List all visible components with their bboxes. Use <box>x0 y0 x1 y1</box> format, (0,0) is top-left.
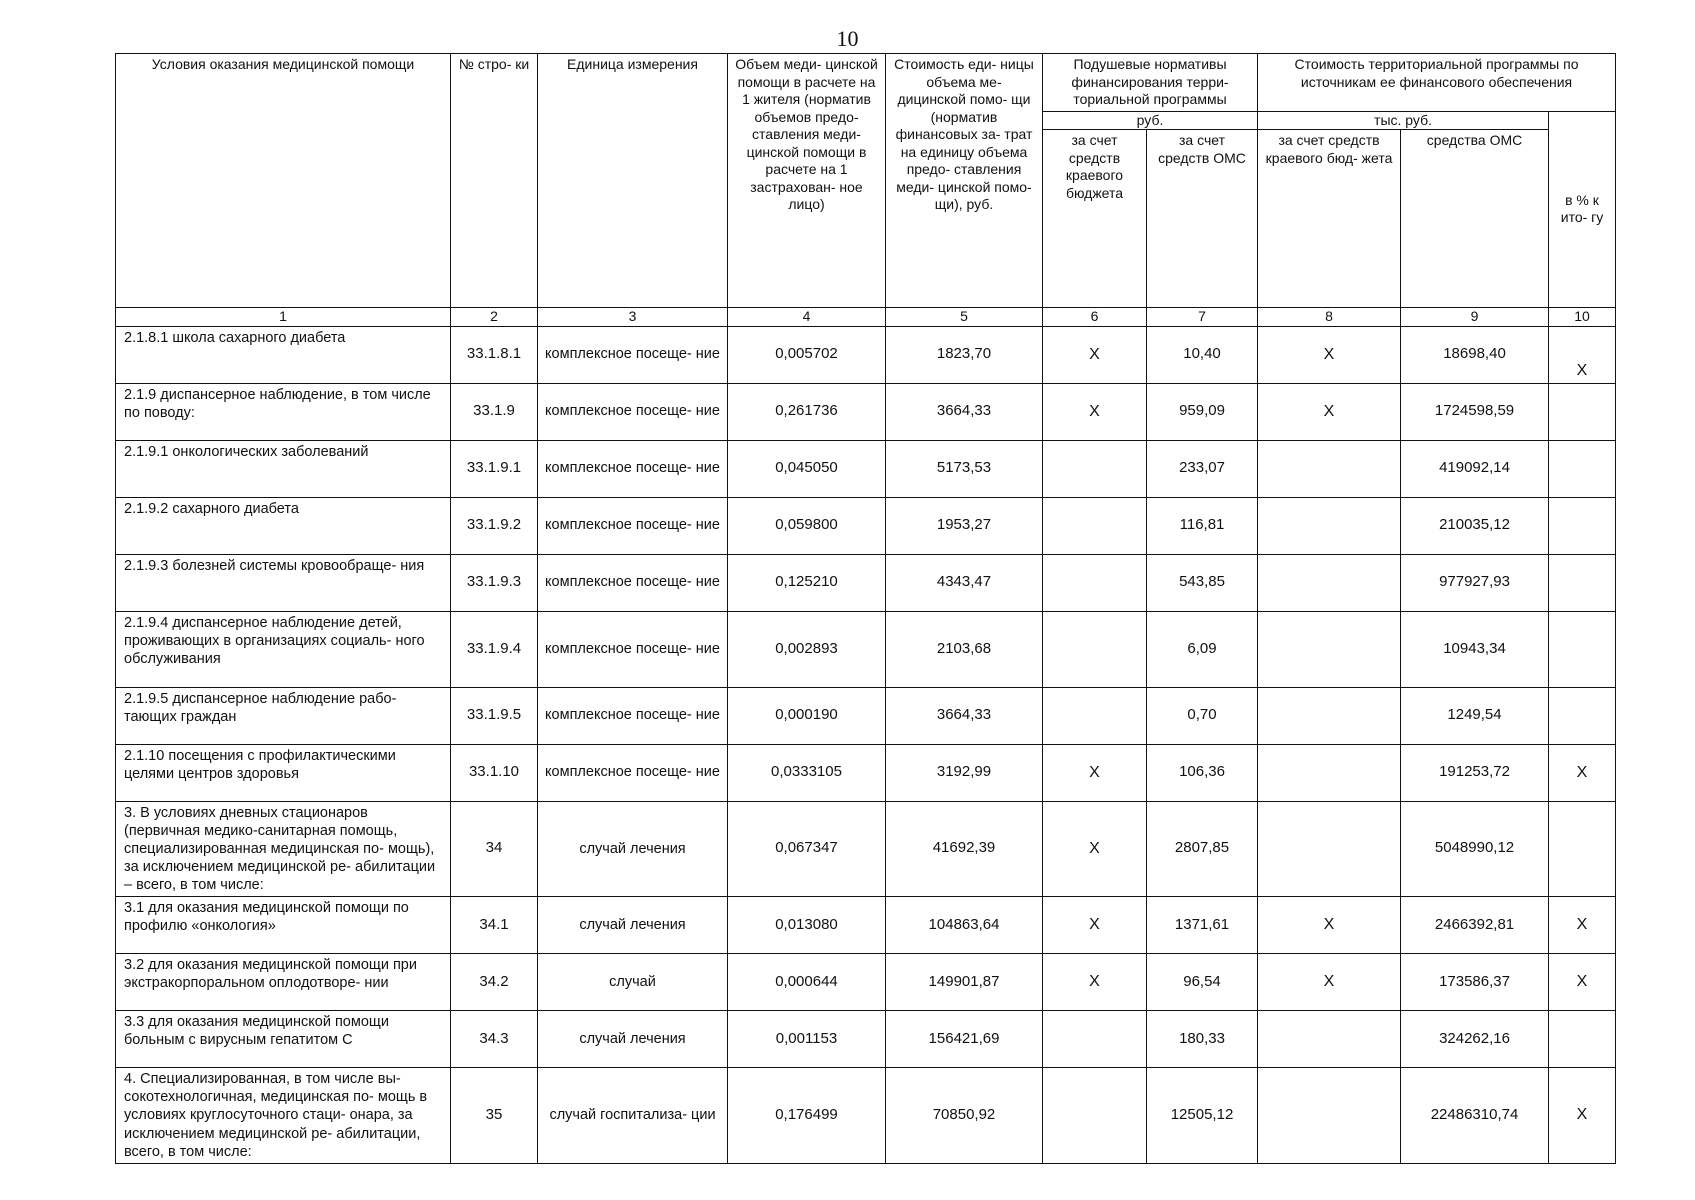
percent-cell <box>1549 497 1616 554</box>
table-row <box>116 954 1616 1011</box>
line-number-cell: 34.1 <box>451 897 538 954</box>
header-per-capita-group: Подушевые нормативы финансирования терри- ториальной программы <box>1043 54 1258 112</box>
oms-total-cell: 1249,54 <box>1401 687 1549 744</box>
regional-per-capita-cell: Х <box>1043 954 1147 1011</box>
column-number: 2 <box>451 308 538 327</box>
volume-cell: 0,005702 <box>728 326 886 383</box>
column-number: 5 <box>886 308 1043 327</box>
volume-cell: 0,045050 <box>728 440 886 497</box>
condition-cell: 2.1.8.1 школа сахарного диабета <box>116 326 451 383</box>
volume-cell: 0,000644 <box>728 954 886 1011</box>
condition-cell: 3.1 для оказания медицинской помощи по профилю «онкология» <box>116 897 451 954</box>
table-row <box>116 326 1616 383</box>
oms-per-capita-cell: 1371,61 <box>1147 897 1258 954</box>
percent-cell: Х <box>1549 1068 1616 1164</box>
column-number: 8 <box>1258 308 1401 327</box>
column-number: 10 <box>1549 308 1616 327</box>
table-header <box>116 54 1616 327</box>
condition-cell: 4. Специализированная, в том числе вы- сокотехнологичная, медицинская по- мощь в условиях круглосуточного стаци- онара, за исключением медицинской ре- абилитации, всего, в том числе: <box>116 1068 451 1164</box>
unit-cell: комплексное посеще- ние <box>538 611 728 687</box>
table-row <box>116 1011 1616 1068</box>
percent-cell: Х <box>1549 897 1616 954</box>
table-row <box>116 1068 1616 1164</box>
oms-total-cell: 419092,14 <box>1401 440 1549 497</box>
volume-cell: 0,125210 <box>728 554 886 611</box>
regional-per-capita-cell: Х <box>1043 897 1147 954</box>
regional-per-capita-cell: Х <box>1043 744 1147 801</box>
column-number: 1 <box>116 308 451 327</box>
medical-care-cost-table <box>115 53 1616 1164</box>
oms-total-cell: 22486310,74 <box>1401 1068 1549 1164</box>
oms-total-cell: 173586,37 <box>1401 954 1549 1011</box>
table-body <box>116 326 1616 1163</box>
volume-cell: 0,001153 <box>728 1011 886 1068</box>
page-number: 10 <box>836 26 859 51</box>
oms-total-cell: 977927,93 <box>1401 554 1549 611</box>
volume-cell: 0,013080 <box>728 897 886 954</box>
volume-cell: 0,176499 <box>728 1068 886 1164</box>
regional-total-cell <box>1258 440 1401 497</box>
regional-total-cell: Х <box>1258 383 1401 440</box>
oms-per-capita-cell: 116,81 <box>1147 497 1258 554</box>
regional-total-cell: Х <box>1258 326 1401 383</box>
condition-cell: 2.1.9.2 сахарного диабета <box>116 497 451 554</box>
regional-total-cell: Х <box>1258 897 1401 954</box>
unit-cost-cell: 70850,92 <box>886 1068 1043 1164</box>
column-number: 3 <box>538 308 728 327</box>
regional-total-cell <box>1258 611 1401 687</box>
unit-cell: комплексное посеще- ние <box>538 744 728 801</box>
line-number-cell: 33.1.9.2 <box>451 497 538 554</box>
percent-cell: Х <box>1549 954 1616 1011</box>
header-percent: в % к ито- гу <box>1549 111 1616 308</box>
regional-per-capita-cell <box>1043 687 1147 744</box>
percent-cell <box>1549 383 1616 440</box>
unit-cost-cell: 156421,69 <box>886 1011 1043 1068</box>
unit-cost-cell: 3192,99 <box>886 744 1043 801</box>
column-number: 9 <box>1401 308 1549 327</box>
percent-cell <box>1549 801 1616 897</box>
oms-per-capita-cell: 12505,12 <box>1147 1068 1258 1164</box>
regional-per-capita-cell: Х <box>1043 801 1147 897</box>
oms-total-cell: 324262,16 <box>1401 1011 1549 1068</box>
regional-total-cell <box>1258 744 1401 801</box>
regional-per-capita-cell <box>1043 497 1147 554</box>
line-number-cell: 33.1.8.1 <box>451 326 538 383</box>
header-unit-cost: Стоимость еди- ницы объема ме- дицинской помо- щи (норматив финансовых за- трат на единицу объема предо- ставления меди- цинской помо- щи), руб. <box>886 54 1043 308</box>
line-number-cell: 33.1.9.1 <box>451 440 538 497</box>
column-number: 4 <box>728 308 886 327</box>
regional-per-capita-cell: Х <box>1043 326 1147 383</box>
oms-per-capita-cell: 10,40 <box>1147 326 1258 383</box>
unit-cost-cell: 1953,27 <box>886 497 1043 554</box>
unit-cell: случай лечения <box>538 1011 728 1068</box>
table-row <box>116 687 1616 744</box>
regional-per-capita-cell <box>1043 554 1147 611</box>
unit-cell: комплексное посеще- ние <box>538 326 728 383</box>
oms-per-capita-cell: 233,07 <box>1147 440 1258 497</box>
table-row <box>116 801 1616 897</box>
column-numbers-row <box>116 308 1616 327</box>
percent-cell <box>1549 554 1616 611</box>
unit-cost-cell: 3664,33 <box>886 383 1043 440</box>
regional-per-capita-cell <box>1043 1068 1147 1164</box>
line-number-cell: 33.1.9.4 <box>451 611 538 687</box>
volume-cell: 0,002893 <box>728 611 886 687</box>
oms-total-cell: 10943,34 <box>1401 611 1549 687</box>
regional-total-cell <box>1258 1068 1401 1164</box>
table-row <box>116 383 1616 440</box>
oms-per-capita-cell: 0,70 <box>1147 687 1258 744</box>
oms-total-cell: 191253,72 <box>1401 744 1549 801</box>
unit-cell: случай госпитализа- ции <box>538 1068 728 1164</box>
volume-cell: 0,0333105 <box>728 744 886 801</box>
regional-total-cell <box>1258 497 1401 554</box>
line-number-cell: 33.1.9.3 <box>451 554 538 611</box>
header-regional-total: за счет средств краевого бюд- жета <box>1258 130 1401 308</box>
condition-cell: 2.1.9.1 онкологических заболеваний <box>116 440 451 497</box>
regional-per-capita-cell: Х <box>1043 383 1147 440</box>
oms-total-cell: 5048990,12 <box>1401 801 1549 897</box>
regional-per-capita-cell <box>1043 1011 1147 1068</box>
header-oms-per-capita: за счет средств ОМС <box>1147 130 1258 308</box>
unit-cell: комплексное посеще- ние <box>538 440 728 497</box>
unit-cell: комплексное посеще- ние <box>538 687 728 744</box>
percent-cell <box>1549 611 1616 687</box>
condition-cell: 3.3 для оказания медицинской помощи больным с вирусным гепатитом С <box>116 1011 451 1068</box>
oms-total-cell: 18698,40 <box>1401 326 1549 383</box>
line-number-cell: 33.1.10 <box>451 744 538 801</box>
column-number: 6 <box>1043 308 1147 327</box>
unit-cost-cell: 3664,33 <box>886 687 1043 744</box>
header-conditions: Условия оказания медицинской помощи <box>116 54 451 308</box>
header-program-cost-group: Стоимость территориальной программы по источникам ее финансового обеспечения <box>1258 54 1616 112</box>
condition-cell: 2.1.9.4 диспансерное наблюдение детей, проживающих в организациях социаль- ного обслуживания <box>116 611 451 687</box>
volume-cell: 0,059800 <box>728 497 886 554</box>
line-number-cell: 33.1.9.5 <box>451 687 538 744</box>
condition-cell: 3.2 для оказания медицинской помощи при экстракорпоральном оплодотворе- нии <box>116 954 451 1011</box>
unit-cell: случай <box>538 954 728 1011</box>
unit-cost-cell: 5173,53 <box>886 440 1043 497</box>
table-row <box>116 440 1616 497</box>
unit-cost-cell: 41692,39 <box>886 801 1043 897</box>
header-unit: Единица измерения <box>538 54 728 308</box>
regional-total-cell <box>1258 801 1401 897</box>
unit-cost-cell: 4343,47 <box>886 554 1043 611</box>
line-number-cell: 34 <box>451 801 538 897</box>
oms-per-capita-cell: 180,33 <box>1147 1011 1258 1068</box>
percent-cell: Х <box>1549 744 1616 801</box>
condition-cell: 2.1.9.3 болезней системы кровообраще- ния <box>116 554 451 611</box>
condition-cell: 2.1.9 диспансерное наблюдение, в том числе по поводу: <box>116 383 451 440</box>
line-number-cell: 34.2 <box>451 954 538 1011</box>
regional-total-cell: Х <box>1258 954 1401 1011</box>
percent-cell: Х <box>1549 326 1616 383</box>
header-line-number: № стро- ки <box>451 54 538 308</box>
volume-cell: 0,000190 <box>728 687 886 744</box>
table-row <box>116 497 1616 554</box>
regional-per-capita-cell <box>1043 440 1147 497</box>
regional-per-capita-cell <box>1043 611 1147 687</box>
unit-cost-cell: 1823,70 <box>886 326 1043 383</box>
oms-total-cell: 1724598,59 <box>1401 383 1549 440</box>
oms-per-capita-cell: 959,09 <box>1147 383 1258 440</box>
oms-per-capita-cell: 6,09 <box>1147 611 1258 687</box>
table-row <box>116 554 1616 611</box>
header-regional-per-capita: за счет средств краевого бюджета <box>1043 130 1147 308</box>
table-row <box>116 897 1616 954</box>
column-number: 7 <box>1147 308 1258 327</box>
header-unit-rub: руб. <box>1043 111 1258 130</box>
condition-cell: 2.1.10 посещения с профилактическими целями центров здоровья <box>116 744 451 801</box>
unit-cost-cell: 104863,64 <box>886 897 1043 954</box>
condition-cell: 3. В условиях дневных стационаров (первичная медико-санитарная помощь, специализированная медицинская по- мощь), за исключением медицинской ре- абилитации – всего, в том числе: <box>116 801 451 897</box>
line-number-cell: 33.1.9 <box>451 383 538 440</box>
header-volume: Объем меди- цинской помощи в расчете на 1 жителя (норматив объемов предо- ставления меди- цинской помощи в расчете на 1 застрахован- ное лицо) <box>728 54 886 308</box>
oms-total-cell: 210035,12 <box>1401 497 1549 554</box>
condition-cell: 2.1.9.5 диспансерное наблюдение рабо- тающих граждан <box>116 687 451 744</box>
oms-per-capita-cell: 96,54 <box>1147 954 1258 1011</box>
unit-cost-cell: 149901,87 <box>886 954 1043 1011</box>
regional-total-cell <box>1258 687 1401 744</box>
percent-cell <box>1549 1011 1616 1068</box>
volume-cell: 0,067347 <box>728 801 886 897</box>
oms-total-cell: 2466392,81 <box>1401 897 1549 954</box>
percent-cell <box>1549 687 1616 744</box>
header-unit-thousand-rub: тыс. руб. <box>1258 111 1549 130</box>
oms-per-capita-cell: 543,85 <box>1147 554 1258 611</box>
percent-cell <box>1549 440 1616 497</box>
unit-cell: случай лечения <box>538 801 728 897</box>
volume-cell: 0,261736 <box>728 383 886 440</box>
regional-total-cell <box>1258 1011 1401 1068</box>
table-row <box>116 611 1616 687</box>
oms-per-capita-cell: 2807,85 <box>1147 801 1258 897</box>
line-number-cell: 34.3 <box>451 1011 538 1068</box>
table-row <box>116 744 1616 801</box>
regional-total-cell <box>1258 554 1401 611</box>
unit-cell: комплексное посеще- ние <box>538 497 728 554</box>
unit-cell: случай лечения <box>538 897 728 954</box>
header-oms-total: средства ОМС <box>1401 130 1549 308</box>
unit-cost-cell: 2103,68 <box>886 611 1043 687</box>
line-number-cell: 35 <box>451 1068 538 1164</box>
unit-cell: комплексное посеще- ние <box>538 383 728 440</box>
unit-cell: комплексное посеще- ние <box>538 554 728 611</box>
oms-per-capita-cell: 106,36 <box>1147 744 1258 801</box>
